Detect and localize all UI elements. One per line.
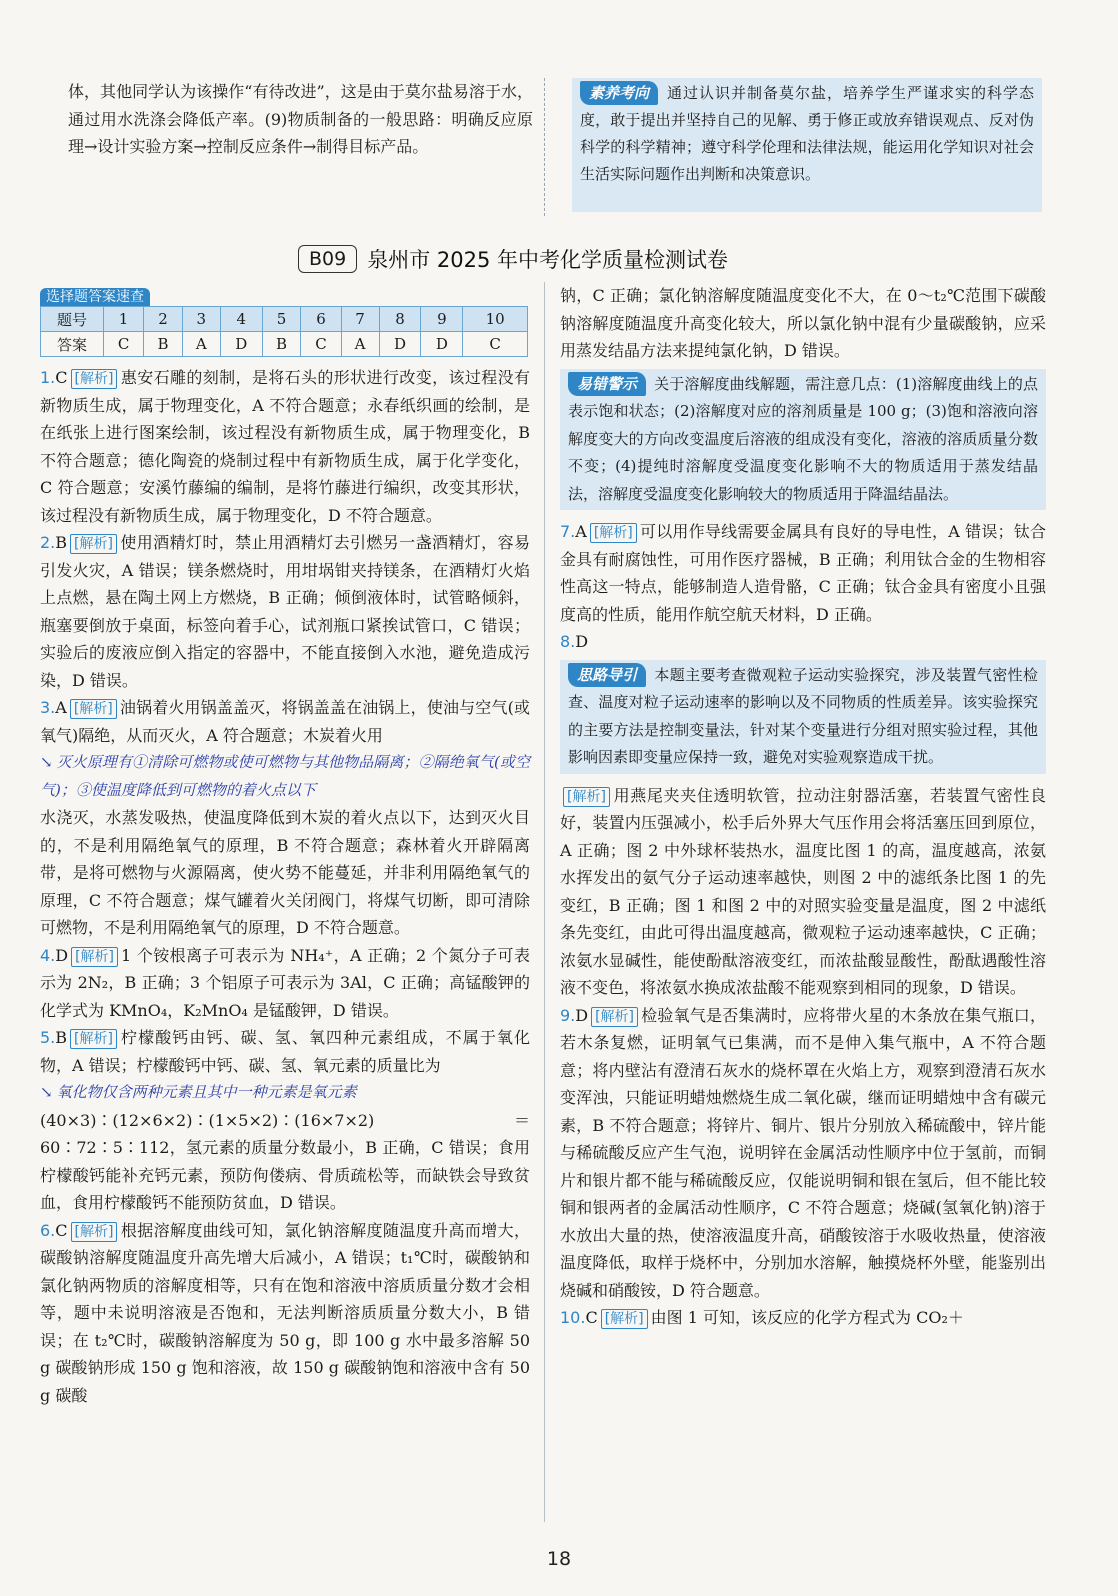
- guide-text: 本题主要考查微观粒子运动实验探究，涉及装置气密性检查、温度对粒子运动速率的影响以及不同物质的性质差异。该实验探究的主要方法是控制变量法，针对某个变量进行分组对照实验过程，其他影响因素即变量应保持一致，避免对实验观察造成干扰。: [568, 665, 1038, 766]
- answer-item-4: 4.D [解析] 1 个铵根离子可表示为 NH₄⁺，A 正确；2 个氮分子可表示为 2N₂，B 正确；3 个铝原子可表示为 3Al，C 正确；高锰酸钾的化学式为 KMnO₄，K₂MnO₄ 是锰酸钾，D 错误。: [40, 945, 530, 1020]
- column-divider: [544, 78, 545, 216]
- answer-item-3-continued: 水浇灭，水蒸发吸热，使温度降低到木炭的着火点以下，达到灭火目的，不是利用隔绝氧气的原理，B 不符合题意；森林着火开辟隔离带，是将可燃物与火源隔离，使火势不能蔓延，并非利用隔绝氧气的原理，C 不符合题意；煤气罐着火关闭阀门，将煤气切断，即可清除可燃物，不是利用隔绝氧气的原理，D 不符合题意。: [40, 808, 530, 937]
- warning-box: [560, 369, 1046, 511]
- arrow-icon: ↘: [40, 1083, 53, 1101]
- answer-cell: D: [220, 332, 262, 357]
- jiexi-label: [解析]: [591, 1007, 638, 1027]
- answer-cell: A: [341, 332, 379, 357]
- answer-cell: C: [301, 332, 341, 357]
- answer-item-5-continued: (40×3)∶(12×6×2)∶(1×5×2)∶(16×7×2)＝60∶72∶5∶112，氢元素的质量分数最小，B 正确，C 错误；食用柠檬酸钙能补充钙元素，预防佝偻病、骨质疏松等，而缺铁会导致贫血，食用柠檬酸钙不能预防贫血，D 错误。: [40, 1110, 530, 1212]
- question-number: 3: [182, 307, 220, 332]
- handwritten-note: ↘ 灭火原理有①清除可燃物或使可燃物与其他物品隔离；②隔绝氧气(或空气)；③使温度降低到可燃物的着火点以下: [40, 753, 530, 799]
- answer-item-10: 10.C [解析] 由图 1 可知，该反应的化学方程式为 CO₂＋: [560, 1308, 964, 1327]
- answer-cell: B: [144, 332, 183, 357]
- warning-text: 关于溶解度曲线解题，需注意几点：(1)溶解度曲线上的点表示饱和状态；(2)溶解度对应的溶剂质量是 100 g；(3)饱和溶液向溶解度变大的方向改变温度后溶液的组成没有变化，溶液的溶质质量分数不变；(4)提纯时溶解度受温度变化影响不大的物质适用于蒸发结晶法，溶解度受温度变化影响较大的物质适用于降温结晶法。: [568, 374, 1038, 503]
- answer-item-6: 6.C [解析] 根据溶解度曲线可知，氯化钠溶解度随温度升高而增大，碳酸钠溶解度随温度升高先增大后减小，A 错误；t₁℃时，碳酸钠和氯化钠两物质的溶解度相等，只有在饱和溶液中溶质质量分数才会相等，题中未说明溶液是否饱和，无法判断溶质质量分数大小，B 错误；在 t₂℃时，碳酸钠溶解度为 50 g，即 100 g 水中最多溶解 50 g 碳酸钠形成 150 g 饱和溶液，故 150 g 碳酸钠饱和溶液中含有 50 g 碳酸: [40, 1220, 530, 1405]
- answer-item-8: 8.D: [560, 632, 589, 651]
- question-number: 9: [421, 307, 463, 332]
- carryover-paragraph: 体，其他同学认为该操作“有待改进”，这是由于莫尔盐易溶于水，通过用水洗涤会降低产率。(9)物质制备的一般思路：明确反应原理→设计实验方案→控制反应条件→制得目标产品。: [68, 82, 533, 156]
- arrow-icon: ↘: [40, 753, 53, 771]
- exam-code: B09: [298, 245, 357, 273]
- jiexi-label: [解析]: [70, 534, 117, 554]
- answer-cell: D: [379, 332, 421, 357]
- answer-cell: C: [463, 332, 528, 357]
- exam-title: [298, 243, 728, 275]
- answer-table: [40, 306, 528, 357]
- answer-cell: C: [104, 332, 144, 357]
- warning-tag: 易错警示: [568, 372, 646, 396]
- page-number: 18: [546, 1548, 572, 1570]
- literacy-box: [572, 78, 1042, 212]
- answer-cell: D: [421, 332, 463, 357]
- question-number: 8: [379, 307, 421, 332]
- header-label: 题号: [41, 307, 104, 332]
- answer-cell: B: [262, 332, 301, 357]
- jiexi-label: [解析]: [70, 699, 117, 719]
- literacy-tag: 素养考向: [580, 81, 658, 105]
- jiexi-label: [解析]: [590, 523, 637, 543]
- handwritten-note: ↘ 氧化物仅含两种元素且其中一种元素是氧元素: [40, 1083, 357, 1101]
- jiexi-label: [解析]: [563, 787, 610, 807]
- answer-item-2: 2.B [解析] 使用酒精灯时，禁止用酒精灯去引燃另一盏酒精灯，容易引发火灾，A 错误；镁条燃烧时，用坩埚钳夹持镁条，在酒精灯火焰上点燃，悬在陶土网上方燃烧，B 正确；倾倒液体时，试管略倾斜，瓶塞要倒放于桌面，标签向着手心，试剂瓶口紧挨试管口，C 错误；实验后的废液应倒入指定的容器中，不能直接倒入水池，避免造成污染，D 错误。: [40, 533, 530, 690]
- question-number: 2: [144, 307, 183, 332]
- column-divider: [544, 282, 545, 1522]
- answer-table-caption: 选择题答案速查: [40, 288, 150, 306]
- literacy-text: 通过认识并制备莫尔盐，培养学生严谨求实的科学态度，敢于提出并坚持自己的见解、勇于修正或放弃错误观点、反对伪科学的科学精神；遵守科学伦理和法律法规，能运用化学知识对社会生活实际问题作出判断和决策意识。: [580, 84, 1034, 183]
- right-column: [560, 282, 1046, 1332]
- jiexi-label: [解析]: [70, 1029, 117, 1049]
- answer-cell: A: [182, 332, 220, 357]
- answer-label: 答案: [41, 332, 104, 357]
- question-number: 1: [104, 307, 144, 332]
- guide-box: [560, 660, 1046, 774]
- answer-item-1: 1.C [解析] 惠安石雕的刻制，是将石头的形状进行改变，该过程没有新物质生成，属于物理变化，A 不符合题意；永春纸织画的绘制，是在纸张上进行图案绘制，该过程没有新物质生成，属于物理变化，B 不符合题意；德化陶瓷的烧制过程中有新物质生成，属于化学变化，C 符合题意；安溪竹藤编的编制，是将竹藤进行编织，改变其形状，该过程没有新物质生成，属于物理变化，D 不符合题意。: [40, 368, 530, 525]
- question-number: 4: [220, 307, 262, 332]
- jiexi-label: [解析]: [71, 369, 118, 389]
- question-number: 5: [262, 307, 301, 332]
- answer-item-6-continued: 钠，C 正确；氯化钠溶解度随温度变化不大，在 0～t₂℃范围下碳酸钠溶解度随温度升高变化较大，所以氯化钠中混有少量碳酸钠，应采用蒸发结晶方法来提纯氯化钠，D 错误。: [560, 286, 1046, 360]
- exam-name: 泉州市 2025 年中考化学质量检测试卷: [367, 248, 729, 272]
- answer-item-7: 7.A [解析] 可以用作导线需要金属具有良好的导电性，A 错误；钛合金具有耐腐蚀性，可用作医疗器械，B 正确；利用钛合金的生物相容性高这一特点，能够制造人造骨骼，C 正确；钛合金具有密度小且强度高的性质，能用作航空航天材料，D 正确。: [560, 522, 1046, 624]
- answer-item-8-analysis: [解析] 用燕尾夹夹住透明软管，拉动注射器活塞，若装置气密性良好，装置内压强减小，松手后外界大气压作用会将活塞压回到原位，A 正确；图 2 中外球杯装热水，温度比图 1 的高，温度越高，浓氨水挥发出的氨气分子运动速率越快，则图 2 中的滤纸条比图 1 的先变红，B 正确；图 1 和图 2 中的对照实验变量是温度，图 2 中滤纸条先变红，由此可得出温度越高，微观粒子运动速率越快，C 正确；浓氨水显碱性，能使酚酞溶液变红，而浓盐酸显酸性，酚酞遇酸性溶液不变色，将浓氨水换成浓盐酸不能观察到相同的现象，D 错误。: [560, 785, 1046, 997]
- jiexi-label: [解析]: [71, 947, 118, 967]
- left-column: [40, 364, 530, 1409]
- question-number: 10: [463, 307, 528, 332]
- answer-table-answer-row: [41, 332, 528, 357]
- guide-tag: 思路导引: [568, 663, 646, 687]
- answer-item-5: 5.B [解析] 柠檬酸钙由钙、碳、氢、氧四种元素组成，不属于氧化物，A 错误；柠檬酸钙中钙、碳、氢、氧元素的质量比为: [40, 1028, 530, 1075]
- question-number: 6: [301, 307, 341, 332]
- answer-item-3: 3.A [解析] 油锅着火用锅盖盖灭，将锅盖盖在油锅上，使油与空气(或氧气)隔绝，从而灭火，A 符合题意；木炭着火用: [40, 698, 530, 745]
- question-number: 7: [341, 307, 379, 332]
- jiexi-label: [解析]: [601, 1309, 648, 1329]
- answer-table-header-row: [41, 307, 528, 332]
- jiexi-label: [解析]: [71, 1222, 118, 1242]
- answer-item-9: 9.D [解析] 检验氧气是否集满时，应将带火星的木条放在集气瓶口，若木条复燃，证明氧气已集满，而不是伸入集气瓶中，A 不符合题意；将内壁沾有澄清石灰水的烧杯罩在火焰上方，观察到澄清石灰水变浑浊，只能证明蜡烛燃烧生成二氧化碳，继而证明蜡烛中含有碳元素，B 不符合题意；将锌片、铜片、银片分别放入稀硫酸中，锌片能与稀硫酸反应产生气泡，说明锌在金属活动性顺序中位于氢前，而铜片和银片都不能与稀硫酸反应，仅能说明铜和银在氢后，但不能比较铜和银两者的金属活动性顺序，C 不符合题意；烧碱(氢氧化钠)溶于水放出大量的热，使溶液温度升高，硝酸铵溶于水吸收热量，使溶液温度降低，取样于烧杯中，分别加水溶解，触摸烧杯外壁，能鉴别出烧碱和硝酸铵，D 符合题意。: [560, 1005, 1046, 1300]
